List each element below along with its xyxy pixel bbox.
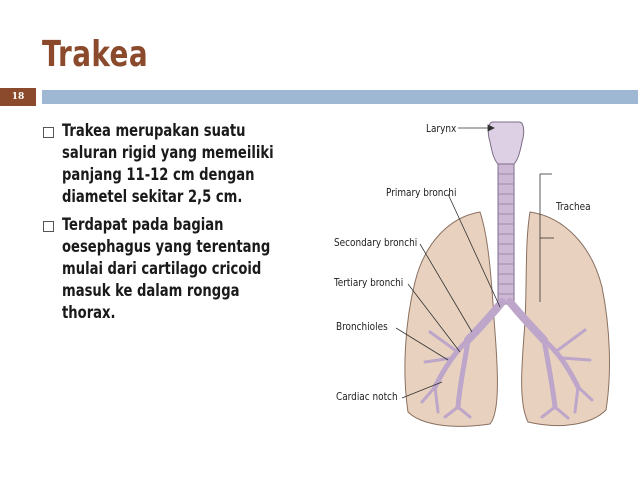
trachea-label: Trachea <box>556 200 591 213</box>
tertiary-bronchi-label: Tertiary bronchi <box>334 276 404 289</box>
bullet-text: Trakea merupakan suatu saluran rigid yang memeiliki panjang 11-12 cm dengan diametel sekitar 2,5 cm. <box>62 121 274 207</box>
bullet-list <box>42 120 332 330</box>
slide-number: 18 <box>11 92 25 102</box>
header-rule <box>42 90 638 104</box>
bullet-text: Terdapat pada bagian oesephagus yang terentang mulai dari cartilago cricoid masuk ke dalam rongga thorax. <box>62 215 271 323</box>
secondary-bronchi-label: Secondary bronchi <box>334 236 418 249</box>
bullet-item <box>42 214 332 324</box>
bullet-item <box>42 120 332 208</box>
larynx-label: Larynx <box>426 122 457 135</box>
primary-bronchi-label: Primary bronchi <box>386 186 457 199</box>
respiratory-tree-figure <box>330 112 638 442</box>
square-bullet-icon <box>43 127 54 138</box>
bronchioles-label: Bronchioles <box>336 320 388 333</box>
cardiac-notch-label: Cardiac notch <box>336 390 398 403</box>
square-bullet-icon <box>43 221 54 232</box>
slide-title: Trakea <box>42 34 149 75</box>
